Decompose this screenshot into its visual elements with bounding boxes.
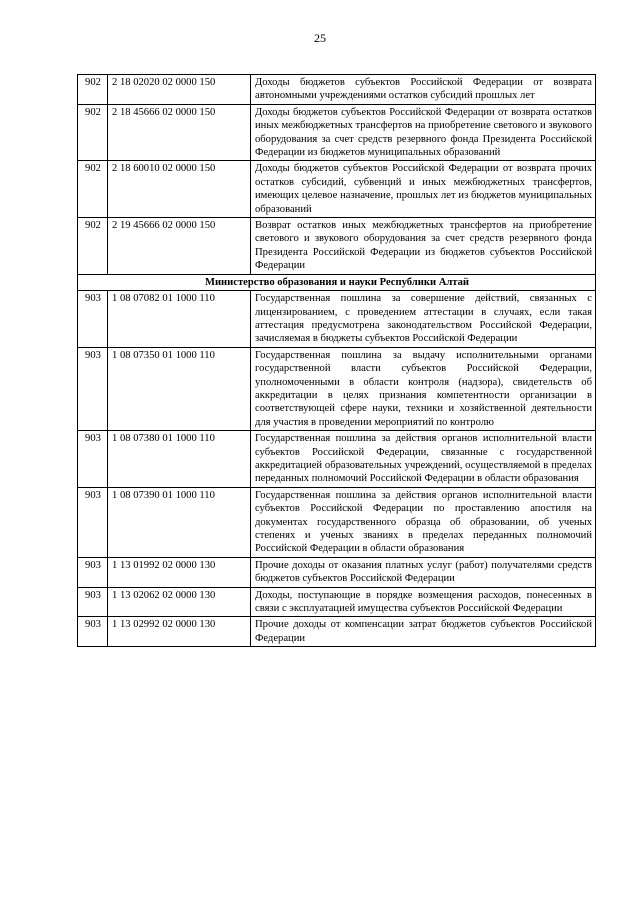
revenue-name-cell: Прочие доходы от компенсации затрат бюджетов субъектов Российской Федерации [251,617,596,647]
revenue-name-cell: Государственная пошлина за выдачу исполнительными органами государственной власти субъектов Российской Федерации, уполномоченными в области контроля (надзора), свидетельств об аккредитации в целях признания компетентности организации в соответствующей сфере науки, техники и хозяйственной деятельности для участия в проведении мероприятий по контролю [251,347,596,430]
table-row [78,161,596,218]
table-row [78,557,596,587]
table-row [78,291,596,348]
revenue-name-cell: Доходы, поступающие в порядке возмещения расходов, понесенных в связи с эксплуатацией имущества субъектов Российской Федерации [251,587,596,617]
admin-code-cell: 903 [78,291,108,348]
revenue-name-cell: Доходы бюджетов субъектов Российской Федерации от возврата автономными учреждениями остатков субсидий прошлых лет [251,75,596,105]
table-row [78,587,596,617]
revenue-classification-table [77,74,596,647]
admin-code-cell: 903 [78,557,108,587]
admin-code-cell: 902 [78,218,108,275]
table-row [78,431,596,488]
budget-code-cell: 2 18 60010 02 0000 150 [108,161,251,218]
revenue-name-cell: Доходы бюджетов субъектов Российской Федерации от возврата прочих остатков субсидий, субвенций и иных межбюджетных трансфертов, имеющих целевое назначение, прошлых лет из бюджетов муниципальных образований [251,161,596,218]
table-row [78,104,596,161]
revenue-name-cell: Прочие доходы от оказания платных услуг (работ) получателями средств бюджетов субъектов Российской Федерации [251,557,596,587]
admin-code-cell: 902 [78,104,108,161]
budget-code-cell: 2 18 02020 02 0000 150 [108,75,251,105]
budget-code-cell: 1 08 07380 01 1000 110 [108,431,251,488]
budget-code-cell: 1 13 01992 02 0000 130 [108,557,251,587]
admin-code-cell: 903 [78,617,108,647]
revenue-name-cell: Государственная пошлина за действия органов исполнительной власти субъектов Российской Федерации, связанные с государственной аккредитацией образовательных учреждений, осуществляемой в пределах переданных полномочий Российской Федерации в области образования [251,431,596,488]
admin-code-cell: 902 [78,75,108,105]
section-title: Министерство образования и науки Республики Алтай [78,274,596,290]
table-row [78,487,596,557]
admin-code-cell: 903 [78,431,108,488]
revenue-name-cell: Государственная пошлина за совершение действий, связанных с лицензированием, с проведением аттестации в случаях, если такая аттестация предусмотрена законодательством Российской Федерации, зачисляемая в бюджеты субъектов Российской Федерации [251,291,596,348]
budget-code-cell: 2 18 45666 02 0000 150 [108,104,251,161]
budget-code-cell: 1 08 07350 01 1000 110 [108,347,251,430]
admin-code-cell: 903 [78,347,108,430]
revenue-name-cell: Доходы бюджетов субъектов Российской Федерации от возврата остатков иных межбюджетных трансфертов на приобретение светового и звукового оборудования за счет средств резервного фонда Президента Российской Федерации из бюджетов муниципальных образований [251,104,596,161]
table-row [78,617,596,647]
admin-code-cell: 902 [78,161,108,218]
table-row [78,347,596,430]
budget-code-cell: 1 08 07390 01 1000 110 [108,487,251,557]
budget-code-cell: 1 08 07082 01 1000 110 [108,291,251,348]
budget-code-cell: 1 13 02992 02 0000 130 [108,617,251,647]
section-header-row [78,274,596,290]
revenue-name-cell: Возврат остатков иных межбюджетных трансфертов на приобретение светового и звукового оборудования за счет средств резервного фонда Президента Российской Федерации из бюджетов субъектов Российской Федерации [251,218,596,275]
admin-code-cell: 903 [78,587,108,617]
budget-code-cell: 1 13 02062 02 0000 130 [108,587,251,617]
revenue-name-cell: Государственная пошлина за действия органов исполнительной власти субъектов Российской Федерации по проставлению апостиля на документах государственного образца об образовании, об ученых степенях и ученых званиях в пределах переданных полномочий Российской Федерации в области образования [251,487,596,557]
budget-code-cell: 2 19 45666 02 0000 150 [108,218,251,275]
admin-code-cell: 903 [78,487,108,557]
table-row [78,218,596,275]
table-row [78,75,596,105]
page-number: 25 [314,31,326,45]
